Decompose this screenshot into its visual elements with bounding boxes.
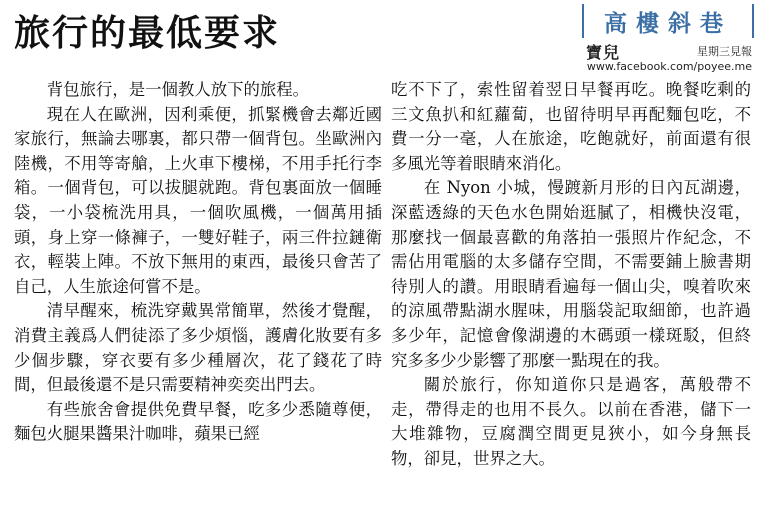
paragraph-2: 現在人在歐洲，因利乘便，抓緊機會去鄰近國家旅行，無論去哪裏，都只帶一個背包。坐歐洲內陸機，不用等寄艙，上火車下樓梯，不用手托行李箱。一個背包，可以拔腿就跑。背包裏面放一個睡袋，一小袋梳洗用具，一個吹風機，一個萬用插頭，身上穿一條褲子，一雙好鞋子，兩三件拉鏈衛衣，輕裝上陣。不放下無用的東西，最後只會苦了自己，人生旅途何嘗不是。 (14, 104, 382, 296)
column-name-box (582, 4, 754, 38)
paragraph-1: 背包旅行，是一個教人放下的旅程。 (46, 80, 310, 99)
author-name: 寶兒 (586, 43, 621, 62)
paragraph-6: 關於旅行，你知道你只是過客，萬般帶不走，帶得走的也用不長久。以前在香港，儲下一大堆雜物，豆腐潤空間更見狹小，如今身無長物，卻見，世界之大。 (391, 375, 751, 468)
paragraph-4: 有些旅舍會提供免費早餐，吃多少悉隨尊便，麵包火腿果醬果汁咖啡，蘋果已經 (14, 399, 382, 444)
paragraph-4-continued: 吃不下了，索性留着翌日早餐再吃。晚餐吃剩的三文魚扒和紅蘿蔔，也留待明早再配麵包吃，不費一分一毫，人在旅途，吃飽就好，前面還有很多風光等着眼睛來消化。 (391, 80, 751, 173)
publication-day: 星期三見報 (697, 45, 752, 58)
paragraph-5: 在 Nyon 小城，慢踱新月形的日內瓦湖邊，深藍透綠的天色水色開始逛膩了，相機快沒電，那麼找一個最喜歡的角落拍一張照片作紀念，不需佔用電腦的太多儲存空間，不需要鋪上臉書期待別人的讚。用眼睛看遍每一個山尖，嗅着吹來的涼風帶點湖水腥味，用腦袋記取細節，也許過多少年，記憶會像湖邊的木碼頭一樣斑駁，但終究多多少少影響了那麼一點現在的我。 (391, 178, 751, 370)
facebook-url: www.facebook.com/poyee.me (586, 60, 752, 73)
left-column (14, 78, 382, 447)
paragraph-3: 清早醒來，梳洗穿戴異常簡單，然後才覺醒，消費主義爲人們徒添了多少煩惱，護膚化妝要有多少個步驟，穿衣要有多少種層次，花了錢花了時間，但最後還不是只需要精神奕奕出門去。 (14, 301, 382, 395)
column-name: 高樓斜巷 (604, 10, 732, 37)
article-headline: 旅行的最低要求 (14, 13, 281, 54)
right-column (391, 78, 751, 472)
